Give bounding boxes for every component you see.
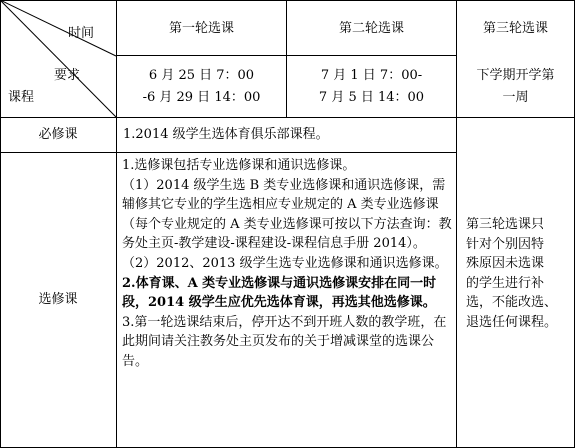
round3-note bbox=[466, 215, 557, 332]
elective-line-4: 2.体育课、A 类专业选修课与通识选修课安排在同一时段，2014 级学生应优先选体育课，再选其他选修课。 bbox=[122, 275, 437, 311]
required-course-content: 1.2014 级学生选体育俱乐部课程。 bbox=[123, 127, 329, 142]
round3-note-line: 殊原因未选课 bbox=[466, 256, 545, 271]
round2-title: 第二轮选课 bbox=[338, 21, 404, 36]
elective-line-1: 1.选修课包括专业选修课和通识选修课。 bbox=[122, 158, 356, 173]
round3-note-line: 选，不能改选、 bbox=[466, 295, 558, 310]
round2-date-end: 7 月 5 日 14：00 bbox=[318, 90, 425, 105]
round3-note-line: 的学生进行补 bbox=[466, 275, 545, 291]
round2-date-start: 7 月 1 日 7：00- bbox=[320, 68, 423, 83]
elective-course-content bbox=[122, 156, 454, 372]
round3-time-line2: 一周 bbox=[502, 90, 529, 105]
elective-line-3: （2）2012、2013 级学生选专业选修课和通识选修课。 bbox=[122, 255, 448, 271]
row-divider-required bbox=[0, 152, 457, 153]
elective-course-label: 选修课 bbox=[38, 292, 78, 307]
header-subdivider bbox=[116, 55, 457, 56]
elective-line-2: （1）2014 级学生选 B 类专业选修课和通识选修课，需辅修其它专业的学生选相应专业规定的 A 类专业选修课（每个专业规定的 A 类专业选修课可按以下方法查询：教务处主页-教学建设-课程建设-课程信息手册 2014）。 bbox=[122, 177, 452, 252]
round1-title: 第一轮选课 bbox=[168, 21, 234, 36]
elective-line-5: 3.第一轮选课结束后，停开达不到开班人数的教学班，在此期间请关注教务处主页发布的关于增减课堂的选课公告。 bbox=[122, 314, 447, 369]
corner-label-time: 时间 bbox=[68, 26, 95, 41]
required-course-label: 必修课 bbox=[38, 127, 78, 142]
round3-note-line: 第三轮选课只 bbox=[466, 217, 545, 232]
round1-date-start: 6 月 25 日 7：00 bbox=[148, 68, 255, 83]
corner-label-requirement: 要求 bbox=[54, 68, 81, 83]
round3-note-line: 针对个别因特 bbox=[466, 236, 545, 252]
round1-date-end: -6 月 29 日 14：00 bbox=[142, 90, 261, 105]
round3-note-line: 退选任何课程。 bbox=[466, 314, 558, 330]
corner-label-course: 课程 bbox=[8, 90, 35, 105]
round3-title: 第三轮选课 bbox=[482, 21, 548, 36]
round3-time-line1: 下学期开学第 bbox=[476, 68, 555, 83]
